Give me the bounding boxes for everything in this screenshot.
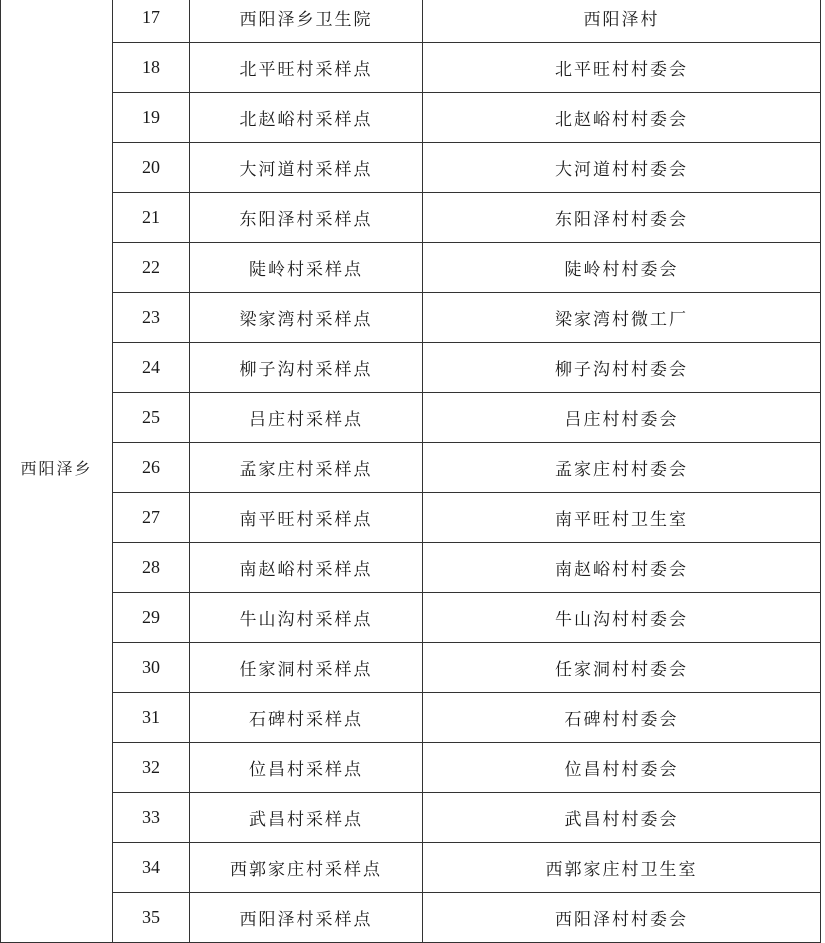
location-cell: 北平旺村村委会 (423, 43, 821, 93)
row-number-cell: 27 (113, 493, 190, 543)
location-cell: 位昌村村委会 (423, 743, 821, 793)
sampling-site-cell: 武昌村采样点 (190, 793, 423, 843)
location-cell: 石碑村村委会 (423, 693, 821, 743)
sampling-site-cell: 东阳泽村采样点 (190, 193, 423, 243)
row-number-cell: 35 (113, 893, 190, 943)
row-number-cell: 33 (113, 793, 190, 843)
location-cell: 孟家庄村村委会 (423, 443, 821, 493)
location-cell: 吕庄村村委会 (423, 393, 821, 443)
table-row (1, 343, 821, 393)
row-number-cell: 21 (113, 193, 190, 243)
table-row (1, 293, 821, 343)
sampling-site-cell: 任家洞村采样点 (190, 643, 423, 693)
table-row (1, 593, 821, 643)
table-row (1, 393, 821, 443)
table-row (1, 243, 821, 293)
sampling-site-cell: 吕庄村采样点 (190, 393, 423, 443)
sampling-site-cell: 西阳泽村采样点 (190, 893, 423, 943)
sampling-site-cell: 大河道村采样点 (190, 143, 423, 193)
location-cell: 南平旺村卫生室 (423, 493, 821, 543)
row-number-cell: 24 (113, 343, 190, 393)
row-number-cell: 17 (113, 0, 190, 43)
table-row (1, 443, 821, 493)
row-number-cell: 19 (113, 93, 190, 143)
sampling-site-cell: 孟家庄村采样点 (190, 443, 423, 493)
row-number-cell: 29 (113, 593, 190, 643)
sampling-site-cell: 南赵峪村采样点 (190, 543, 423, 593)
table-row (1, 743, 821, 793)
sampling-site-cell: 北平旺村采样点 (190, 43, 423, 93)
table-row (1, 93, 821, 143)
location-cell: 西阳泽村村委会 (423, 893, 821, 943)
row-number-cell: 18 (113, 43, 190, 93)
location-cell: 南赵峪村村委会 (423, 543, 821, 593)
table-row (1, 43, 821, 93)
row-number-cell: 22 (113, 243, 190, 293)
row-number-cell: 25 (113, 393, 190, 443)
sampling-site-cell: 北赵峪村采样点 (190, 93, 423, 143)
table-row (1, 543, 821, 593)
table-row (1, 843, 821, 893)
table-row (1, 193, 821, 243)
table-row (1, 143, 821, 193)
location-cell: 梁家湾村微工厂 (423, 293, 821, 343)
sampling-site-cell: 牛山沟村采样点 (190, 593, 423, 643)
location-cell: 西阳泽村 (423, 0, 821, 43)
location-cell: 东阳泽村村委会 (423, 193, 821, 243)
table-row (1, 493, 821, 543)
location-cell: 牛山沟村村委会 (423, 593, 821, 643)
row-number-cell: 23 (113, 293, 190, 343)
location-cell: 大河道村村委会 (423, 143, 821, 193)
row-number-cell: 26 (113, 443, 190, 493)
table-row (1, 0, 821, 43)
sampling-site-cell: 西阳泽乡卫生院 (190, 0, 423, 43)
row-number-cell: 34 (113, 843, 190, 893)
sampling-site-cell: 西郭家庄村采样点 (190, 843, 423, 893)
town-cell: 西阳泽乡 (1, 0, 113, 943)
location-cell: 任家洞村村委会 (423, 643, 821, 693)
location-cell: 柳子沟村村委会 (423, 343, 821, 393)
sampling-site-cell: 南平旺村采样点 (190, 493, 423, 543)
sampling-site-cell: 柳子沟村采样点 (190, 343, 423, 393)
sampling-site-cell: 梁家湾村采样点 (190, 293, 423, 343)
location-cell: 陡岭村村委会 (423, 243, 821, 293)
table-row (1, 643, 821, 693)
table-row (1, 793, 821, 843)
location-cell: 北赵峪村村委会 (423, 93, 821, 143)
table-row (1, 693, 821, 743)
sampling-site-cell: 位昌村采样点 (190, 743, 423, 793)
location-cell: 西郭家庄村卫生室 (423, 843, 821, 893)
sampling-site-cell: 陡岭村采样点 (190, 243, 423, 293)
row-number-cell: 28 (113, 543, 190, 593)
row-number-cell: 20 (113, 143, 190, 193)
row-number-cell: 32 (113, 743, 190, 793)
location-cell: 武昌村村委会 (423, 793, 821, 843)
row-number-cell: 31 (113, 693, 190, 743)
sampling-site-cell: 石碑村采样点 (190, 693, 423, 743)
table-row (1, 893, 821, 943)
row-number-cell: 30 (113, 643, 190, 693)
